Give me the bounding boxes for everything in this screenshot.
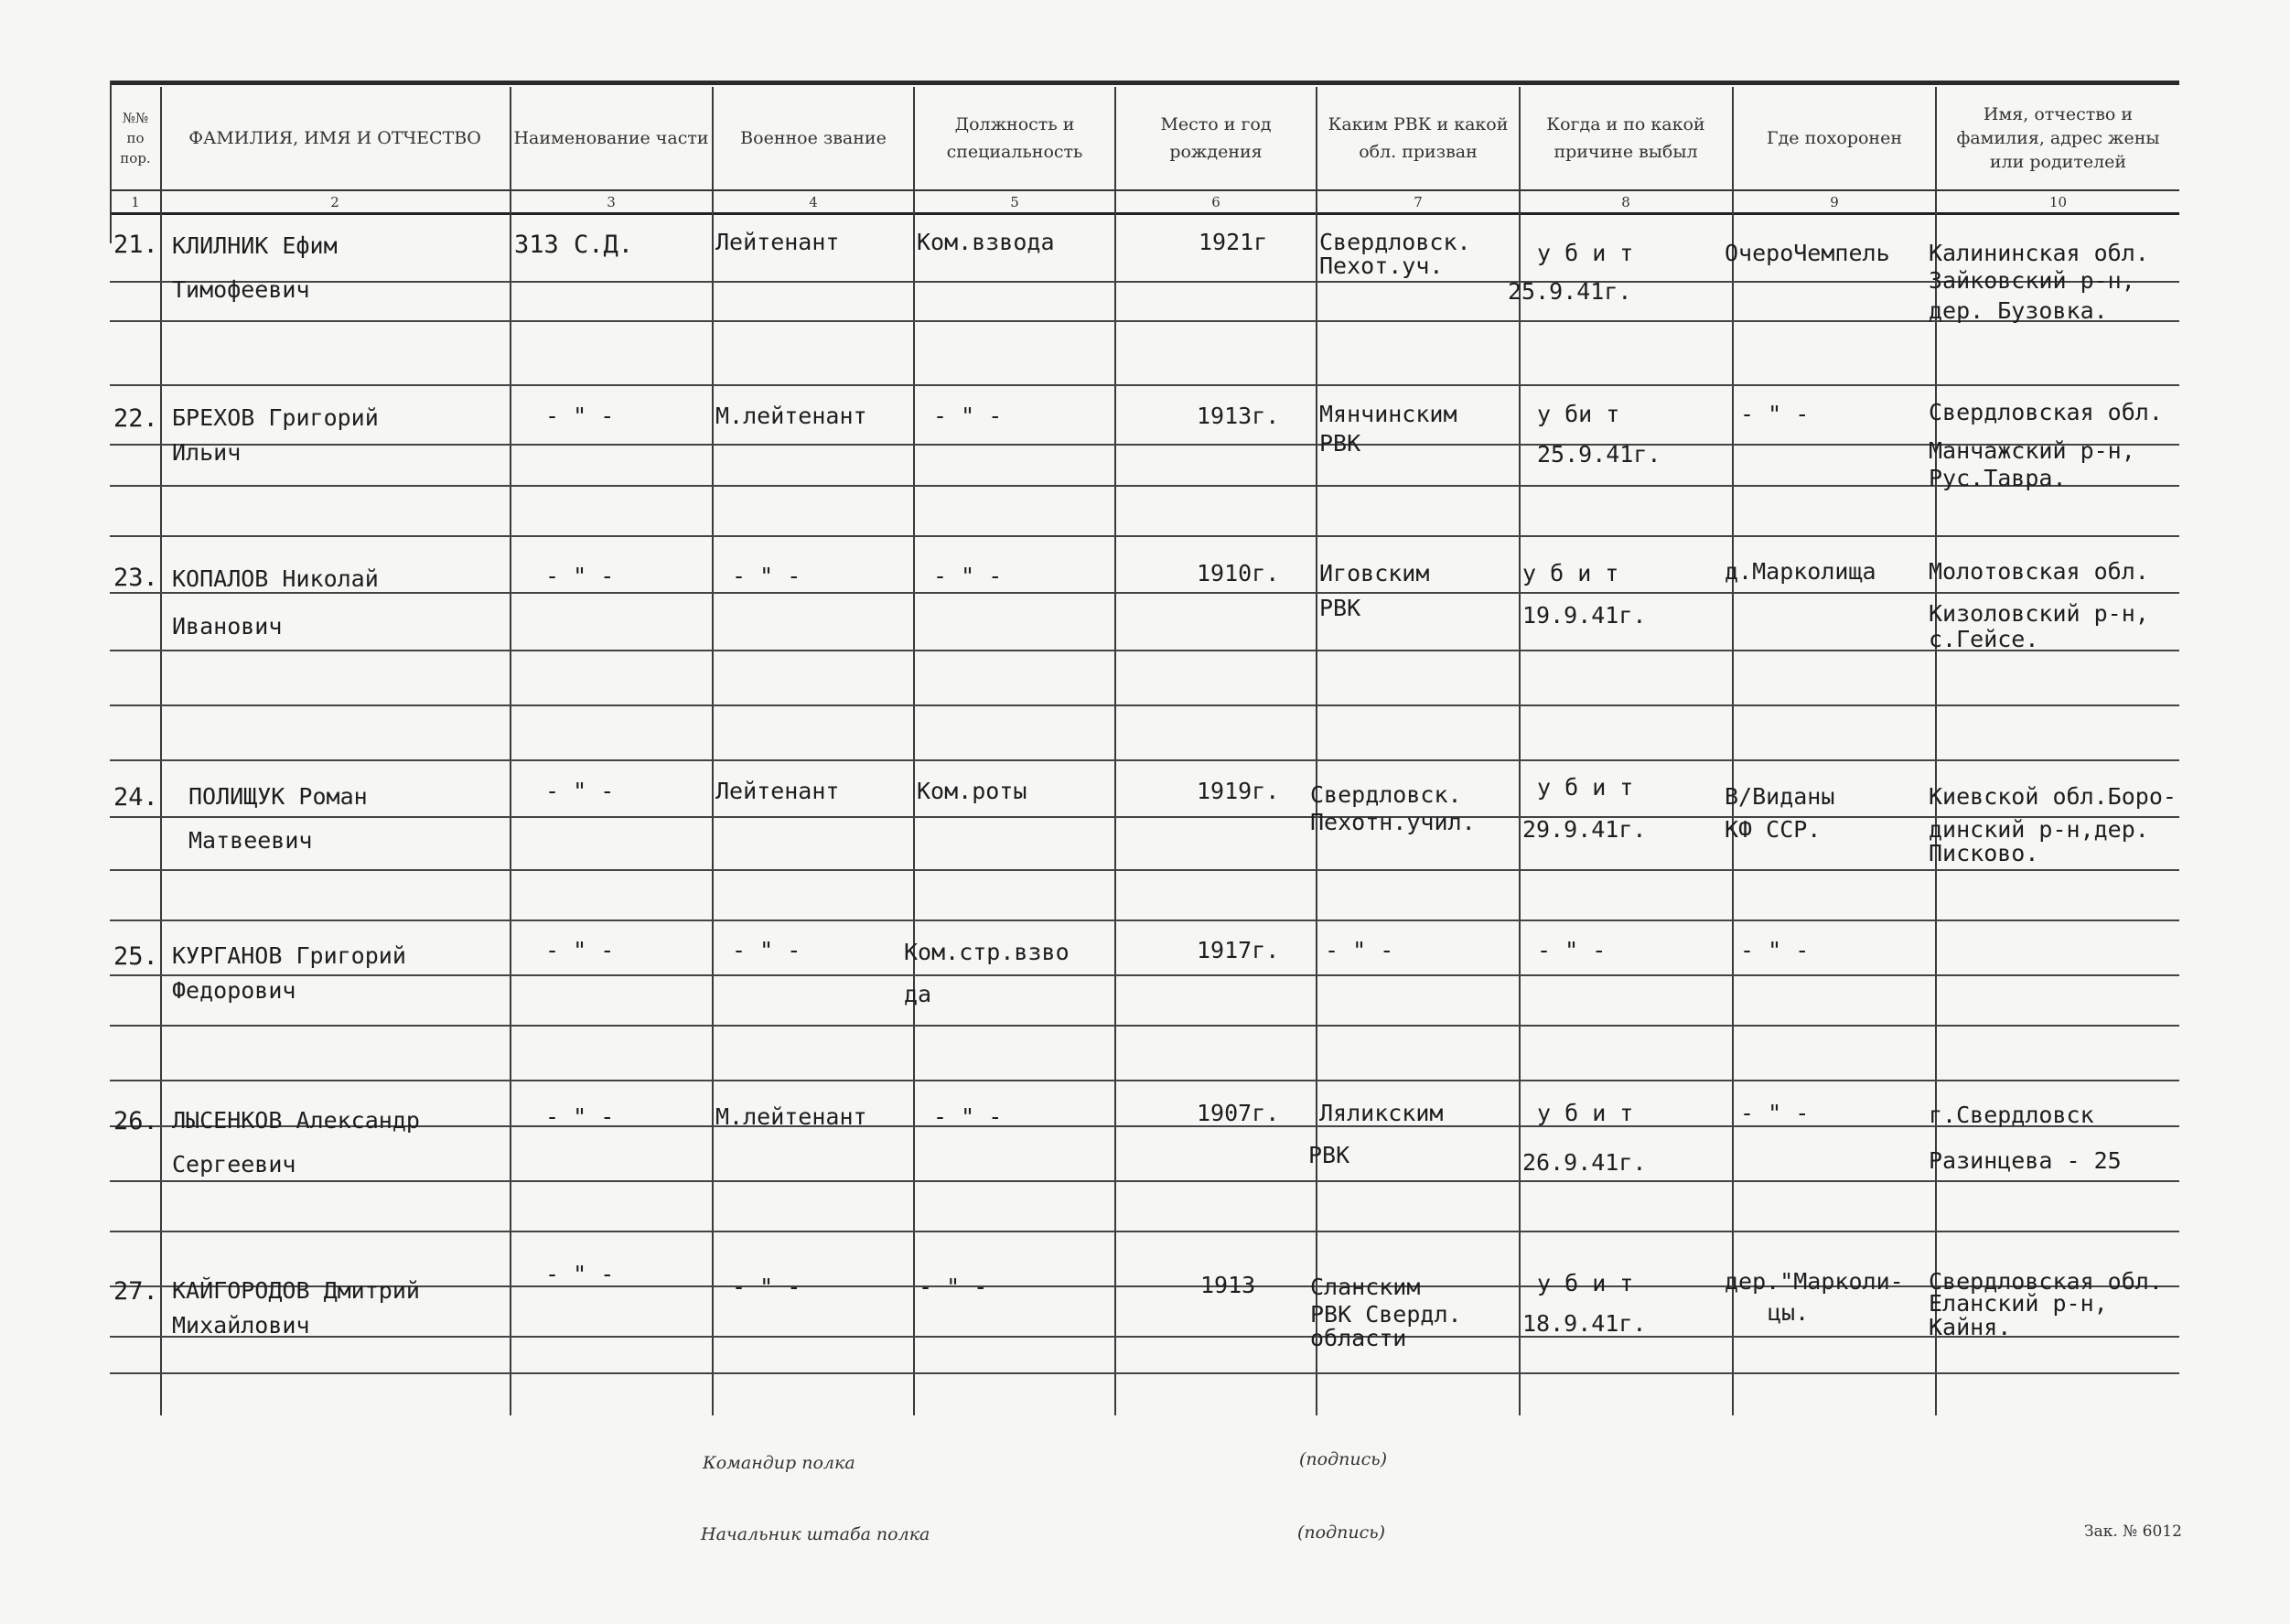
- surname-firstname: БРЕХОВ Григорий: [172, 404, 379, 431]
- relatives-address-line2: Разинцева - 25: [1929, 1147, 2122, 1174]
- relatives-address-line2: Кизоловский р-н,: [1929, 600, 2149, 627]
- column-number: 1: [131, 193, 140, 210]
- relatives-address-line3: дер. Бузовка.: [1929, 297, 2108, 324]
- draft-office: Свердловск.: [1319, 229, 1471, 255]
- departure-reason: - " -: [1537, 937, 1607, 963]
- surname-firstname: КЛИЛНИК Ефим: [172, 232, 338, 259]
- burial-place: В/Виданы: [1725, 783, 1835, 810]
- ruled-line: [110, 320, 2179, 322]
- departure-reason: у б и т: [1537, 240, 1634, 266]
- column-divider: [510, 87, 511, 1415]
- ruled-line: [110, 704, 2179, 706]
- military-rank: - " -: [732, 937, 801, 963]
- departure-reason: у би т: [1537, 401, 1620, 427]
- header-number: №№ по пор.: [120, 110, 151, 167]
- burial-place: дер."Марколи-: [1725, 1268, 1904, 1295]
- relatives-address-line3: Писково.: [1929, 840, 2039, 866]
- draft-office-line2: РВК: [1319, 430, 1361, 457]
- column-divider: [1316, 87, 1317, 1415]
- relatives-address: Молотовская обл.: [1929, 558, 2149, 585]
- unit-name: - " -: [545, 937, 615, 963]
- patronymic: Михайлович: [172, 1312, 310, 1339]
- ruled-line: [110, 1372, 2179, 1374]
- ruled-line: [110, 816, 2179, 818]
- row-number: 22.: [113, 404, 158, 433]
- header-unit: Наименование части: [513, 128, 709, 148]
- row-number: 27.: [113, 1277, 158, 1306]
- draft-office-line2: Пехот.уч.: [1319, 253, 1444, 279]
- relatives-address-line2: динский р-н,дер.: [1929, 816, 2149, 843]
- draft-office-line2: РВК: [1319, 595, 1361, 621]
- birth-year: 1910г.: [1197, 560, 1280, 586]
- surname-firstname: КАЙГОРОДОВ Дмитрий: [172, 1277, 420, 1304]
- draft-office-line2: Пехотн.учил.: [1310, 809, 1476, 835]
- column-divider: [913, 87, 915, 1415]
- unit-name: - " -: [545, 403, 615, 429]
- burial-place: ОчероЧемпель: [1725, 240, 1890, 266]
- ruled-line: [110, 1180, 2179, 1182]
- patronymic: Федорович: [172, 977, 296, 1004]
- departure-reason: у б и т: [1522, 560, 1619, 586]
- column-number: 10: [2048, 193, 2068, 210]
- birth-year: 1913г.: [1197, 403, 1280, 429]
- ruled-line: [110, 1336, 2179, 1338]
- ruled-line: [110, 485, 2179, 487]
- birth-year: 1917г.: [1197, 937, 1280, 963]
- relatives-address-line3: с.Гейсе.: [1929, 626, 2039, 652]
- burial-place-line2: КФ ССР.: [1725, 816, 1822, 843]
- column-number: 2: [330, 193, 339, 210]
- military-rank: Лейтенант: [715, 229, 840, 255]
- header-rank: Военное звание: [740, 128, 887, 148]
- header-position: Должность и специальность: [946, 114, 1083, 162]
- burial-place: - " -: [1740, 401, 1810, 427]
- unit-name: 313 С.Д.: [514, 231, 634, 259]
- draft-office-line2: РВК: [1308, 1142, 1350, 1168]
- patronymic: Сергеевич: [172, 1151, 296, 1178]
- row-number: 26.: [113, 1107, 158, 1135]
- position: Ком.стр.взво: [904, 939, 1070, 965]
- relatives-address-line2: Зайковский р-н,: [1929, 267, 2135, 294]
- column-number: 3: [607, 193, 616, 210]
- burial-place: д.Марколища: [1725, 558, 1876, 585]
- departure-reason: у б и т: [1537, 774, 1634, 801]
- surname-firstname: КОПАЛОВ Николай: [172, 565, 379, 592]
- row-number: 23.: [113, 564, 158, 592]
- ruled-line: [110, 444, 2179, 446]
- relatives-address: Киевской обл.Боро-: [1929, 783, 2177, 810]
- ruled-line: [110, 592, 2179, 594]
- column-divider: [1732, 87, 1734, 1415]
- draft-office-line3: области: [1310, 1325, 1407, 1351]
- patronymic: Тимофеевич: [172, 276, 310, 303]
- unit-name: - " -: [545, 563, 615, 589]
- ruled-line: [110, 974, 2179, 976]
- column-number: 4: [809, 193, 818, 210]
- relatives-address-line3: Кайня.: [1929, 1314, 2012, 1340]
- burial-place-line2: цы.: [1768, 1299, 1810, 1326]
- birth-year: 1907г.: [1197, 1100, 1280, 1126]
- draft-office-line2: РВК Свердл.: [1310, 1301, 1462, 1328]
- column-number: 7: [1414, 193, 1423, 210]
- relatives-address-line2: Манчажский р-н,: [1929, 437, 2135, 464]
- unit-name: - " -: [545, 1261, 615, 1287]
- burial-place: - " -: [1740, 1100, 1810, 1126]
- birth-year: 1921г: [1199, 229, 1268, 255]
- position-line2: да: [904, 981, 932, 1007]
- draft-office: Свердловск.: [1310, 781, 1462, 808]
- departure-date: 18.9.41г.: [1522, 1310, 1647, 1337]
- ruled-line: [110, 384, 2179, 386]
- position: - " -: [933, 563, 1003, 589]
- burial-place: - " -: [1740, 937, 1810, 963]
- military-rank: - " -: [732, 1274, 801, 1300]
- ruled-line: [110, 1080, 2179, 1081]
- ruled-line: [110, 535, 2179, 537]
- column-number-rule: [110, 212, 2179, 215]
- position: Ком.взвода: [917, 229, 1055, 255]
- column-divider: [712, 87, 714, 1415]
- header-birth: Место и год рождения: [1160, 114, 1272, 162]
- column-number: 5: [1010, 193, 1019, 210]
- draft-office: - " -: [1325, 937, 1394, 963]
- departure-reason: у б и т: [1537, 1100, 1634, 1126]
- header-relatives: Имя, отчество и фамилия, адрес жены или родителей: [1956, 104, 2160, 172]
- chief-of-staff-label: Начальник штаба полка: [701, 1524, 930, 1544]
- relatives-address: Свердловская обл.: [1929, 399, 2163, 425]
- row-number: 24.: [113, 783, 158, 812]
- header-buried: Где похоронен: [1767, 128, 1902, 148]
- patronymic: Ильич: [172, 439, 242, 466]
- military-rank: - " -: [732, 563, 801, 589]
- unit-name: - " -: [545, 1103, 615, 1130]
- departure-date: 25.9.41г.: [1537, 441, 1661, 468]
- order-number: Зак. № 6012: [2084, 1522, 2182, 1541]
- departure-reason: у б и т: [1537, 1270, 1634, 1296]
- draft-office: Сланским: [1310, 1274, 1421, 1300]
- row-number: 21.: [113, 231, 158, 259]
- relatives-address: г.Свердловск: [1929, 1102, 2094, 1128]
- ruled-line: [110, 650, 2179, 651]
- ruled-line: [110, 1125, 2179, 1127]
- patronymic: Матвеевич: [188, 827, 313, 854]
- surname-firstname: ПОЛИЩУК Роман: [188, 783, 368, 810]
- commander-signature-label: (подпись): [1299, 1449, 1388, 1469]
- military-rank: М.лейтенант: [715, 403, 867, 429]
- column-number: 6: [1211, 193, 1220, 210]
- departure-date: 19.9.41г.: [1522, 602, 1647, 629]
- unit-name: - " -: [545, 778, 615, 804]
- military-rank: Лейтенант: [715, 778, 840, 804]
- column-number: 8: [1621, 193, 1630, 210]
- column-divider: [160, 87, 162, 1415]
- departure-date: 26.9.41г.: [1522, 1149, 1647, 1176]
- position: - " -: [933, 1103, 1003, 1130]
- military-rank: М.лейтенант: [715, 1103, 867, 1130]
- relatives-address-line2: Еланский р-н,: [1929, 1290, 2108, 1317]
- draft-office: Мянчинским: [1319, 401, 1457, 427]
- birth-year: 1919г.: [1197, 778, 1280, 804]
- header-rvk: Каким РВК и какой обл. призван: [1328, 114, 1509, 162]
- position: - " -: [919, 1274, 988, 1300]
- relatives-address-line3: Рус.Тавра.: [1929, 465, 2067, 491]
- commander-label: Командир полка: [703, 1453, 855, 1473]
- relatives-address: Калининская обл.: [1929, 240, 2149, 266]
- header-when: Когда и по какой причине выбыл: [1546, 114, 1705, 162]
- departure-date: 25.9.41г.: [1508, 278, 1632, 305]
- draft-office: Иговским: [1319, 560, 1430, 586]
- column-divider: [1114, 87, 1116, 1415]
- ruled-line: [110, 281, 2179, 283]
- patronymic: Иванович: [172, 613, 283, 640]
- ruled-line: [110, 759, 2179, 761]
- surname-firstname: ЛЫСЕНКОВ Александр: [172, 1107, 420, 1134]
- departure-date: 29.9.41г.: [1522, 816, 1647, 843]
- top-border: [110, 81, 2179, 85]
- row-number: 25.: [113, 942, 158, 971]
- position: - " -: [933, 403, 1003, 429]
- ruled-line: [110, 869, 2179, 871]
- header-full-name: ФАМИЛИЯ, ИМЯ И ОТЧЕСТВО: [188, 128, 481, 148]
- position: Ком.роты: [917, 778, 1027, 804]
- surname-firstname: КУРГАНОВ Григорий: [172, 942, 406, 969]
- ruled-line: [110, 1231, 2179, 1232]
- relatives-address: Свердловская обл.: [1929, 1268, 2163, 1295]
- chief-signature-label: (подпись): [1297, 1522, 1386, 1543]
- column-number: 9: [1830, 193, 1839, 210]
- birth-year: 1913: [1200, 1272, 1256, 1298]
- ruled-line: [110, 920, 2179, 921]
- ruled-line: [110, 1025, 2179, 1027]
- draft-office: Ляликским: [1319, 1100, 1444, 1126]
